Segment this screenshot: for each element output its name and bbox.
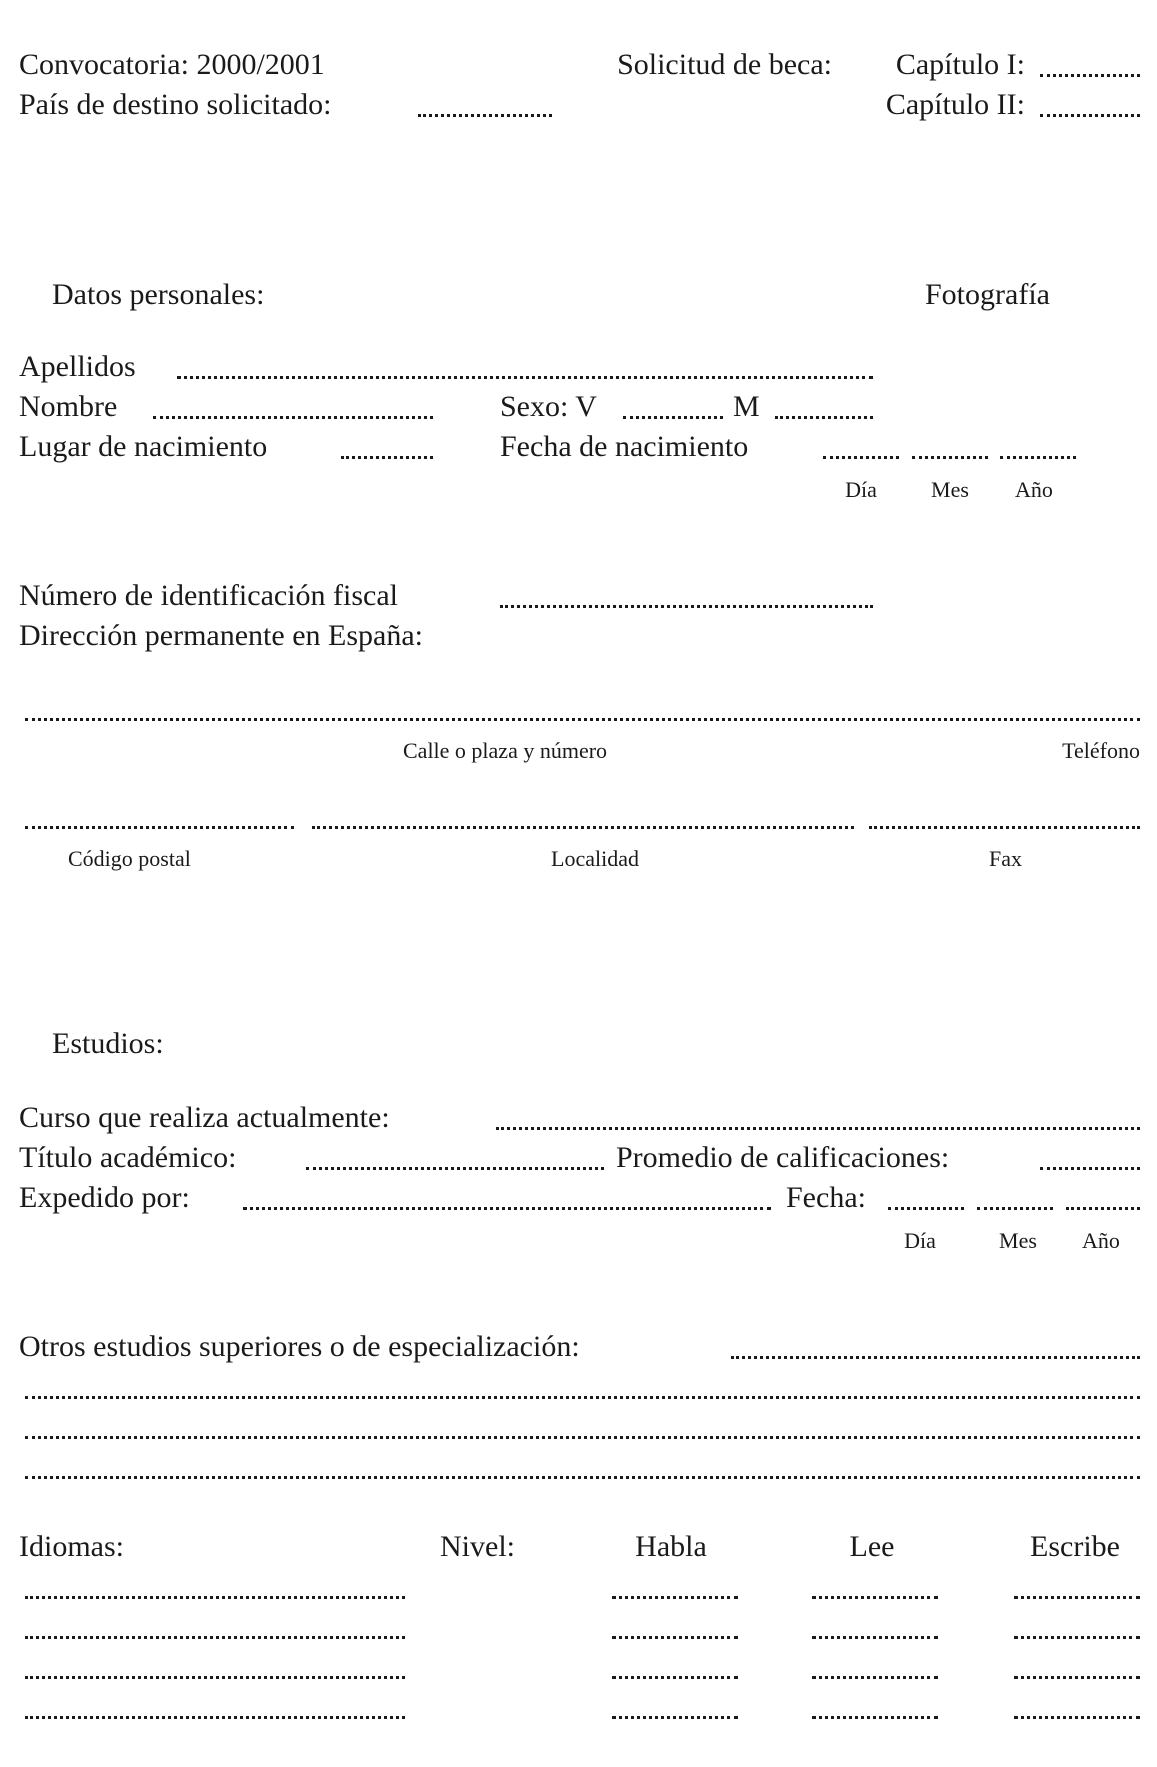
escribe-field[interactable] <box>1014 1636 1140 1639</box>
fotografia-label: Fotografía <box>925 278 1050 311</box>
capitulo-1-label: Capítulo I: <box>895 48 1025 81</box>
sexo-m-field[interactable] <box>775 416 873 419</box>
titulo-field[interactable] <box>306 1167 604 1170</box>
codigo-postal-caption: Código postal <box>68 846 191 871</box>
nivel-label: Nivel: <box>440 1530 515 1563</box>
escribe-field[interactable] <box>1014 1596 1140 1599</box>
habla-field[interactable] <box>612 1636 738 1639</box>
sexo-label: Sexo: V <box>500 390 597 423</box>
nif-label: Número de identificación fiscal <box>19 579 399 612</box>
solicitud-beca-label: Solicitud de beca: <box>617 48 832 81</box>
fecha-dia-field[interactable] <box>888 1207 964 1210</box>
telefono-caption: Teléfono <box>1062 738 1140 763</box>
curso-field[interactable] <box>496 1127 1140 1130</box>
habla-header: Habla <box>635 1530 707 1563</box>
escribe-field[interactable] <box>1014 1716 1140 1719</box>
sexo-v-field[interactable] <box>623 416 723 419</box>
fecha-nac-anio-field[interactable] <box>1000 456 1076 459</box>
promedio-field[interactable] <box>1040 1167 1140 1170</box>
lee-field[interactable] <box>812 1676 938 1679</box>
otros-estudios-line[interactable] <box>25 1396 1140 1399</box>
fax-caption: Fax <box>989 846 1022 871</box>
otros-estudios-line[interactable] <box>25 1436 1140 1439</box>
expedido-label: Expedido por: <box>19 1181 190 1214</box>
estudios-title: Estudios: <box>52 1027 164 1060</box>
convocatoria-label: Convocatoria: 2000/2001 <box>19 48 325 81</box>
fecha-anio-field[interactable] <box>1066 1207 1140 1210</box>
habla-field[interactable] <box>612 1716 738 1719</box>
capitulo-1-field[interactable] <box>1040 74 1140 77</box>
apellidos-label: Apellidos <box>19 350 136 383</box>
fecha-nac-anio-caption: Año <box>1015 477 1053 502</box>
habla-field[interactable] <box>612 1596 738 1599</box>
fecha-anio-caption: Año <box>1082 1228 1120 1253</box>
fecha-nac-dia-caption: Día <box>845 477 877 502</box>
capitulo-2-field[interactable] <box>1040 114 1140 117</box>
fecha-nacimiento-label: Fecha de nacimiento <box>500 430 749 463</box>
lee-field[interactable] <box>812 1716 938 1719</box>
promedio-label: Promedio de calificaciones: <box>616 1141 950 1174</box>
idioma-field[interactable] <box>25 1716 405 1719</box>
curso-label: Curso que realiza actualmente: <box>19 1101 390 1134</box>
datos-personales-title: Datos personales: <box>52 278 265 311</box>
calle-field[interactable] <box>25 718 1140 721</box>
habla-field[interactable] <box>612 1676 738 1679</box>
localidad-field[interactable] <box>312 826 854 829</box>
direccion-label: Dirección permanente en España: <box>19 619 423 652</box>
fecha-label: Fecha: <box>786 1181 866 1214</box>
otros-estudios-label: Otros estudios superiores o de especialización: <box>19 1330 580 1363</box>
lugar-nacimiento-label: Lugar de nacimiento <box>19 430 268 463</box>
localidad-caption: Localidad <box>551 846 639 871</box>
pais-destino-field[interactable] <box>418 114 552 117</box>
expedido-field[interactable] <box>243 1207 771 1210</box>
capitulo-2-label: Capítulo II: <box>885 88 1025 121</box>
nombre-label: Nombre <box>19 390 118 423</box>
pais-destino-label: País de destino solicitado: <box>19 88 332 121</box>
codigo-postal-field[interactable] <box>25 826 294 829</box>
escribe-header: Escribe <box>1030 1530 1120 1563</box>
fecha-dia-caption: Día <box>904 1228 936 1253</box>
lee-field[interactable] <box>812 1636 938 1639</box>
lee-field[interactable] <box>812 1596 938 1599</box>
idioma-field[interactable] <box>25 1676 405 1679</box>
lugar-nacimiento-field[interactable] <box>341 456 433 459</box>
sexo-m-label: M <box>733 390 760 423</box>
calle-caption: Calle o plaza y número <box>403 738 608 763</box>
titulo-label: Título académico: <box>19 1141 237 1174</box>
idiomas-label: Idiomas: <box>19 1530 124 1563</box>
fax-field[interactable] <box>869 826 1140 829</box>
idioma-field[interactable] <box>25 1636 405 1639</box>
fecha-nac-dia-field[interactable] <box>823 456 899 459</box>
fecha-nac-mes-field[interactable] <box>912 456 988 459</box>
fecha-mes-field[interactable] <box>977 1207 1053 1210</box>
otros-estudios-field[interactable] <box>731 1356 1140 1359</box>
nif-field[interactable] <box>500 605 873 608</box>
fecha-mes-caption: Mes <box>999 1228 1037 1253</box>
apellidos-field[interactable] <box>177 376 873 379</box>
idioma-field[interactable] <box>25 1596 405 1599</box>
otros-estudios-line[interactable] <box>25 1476 1140 1479</box>
fecha-nac-mes-caption: Mes <box>931 477 969 502</box>
lee-header: Lee <box>849 1530 895 1563</box>
nombre-field[interactable] <box>153 416 433 419</box>
escribe-field[interactable] <box>1014 1676 1140 1679</box>
